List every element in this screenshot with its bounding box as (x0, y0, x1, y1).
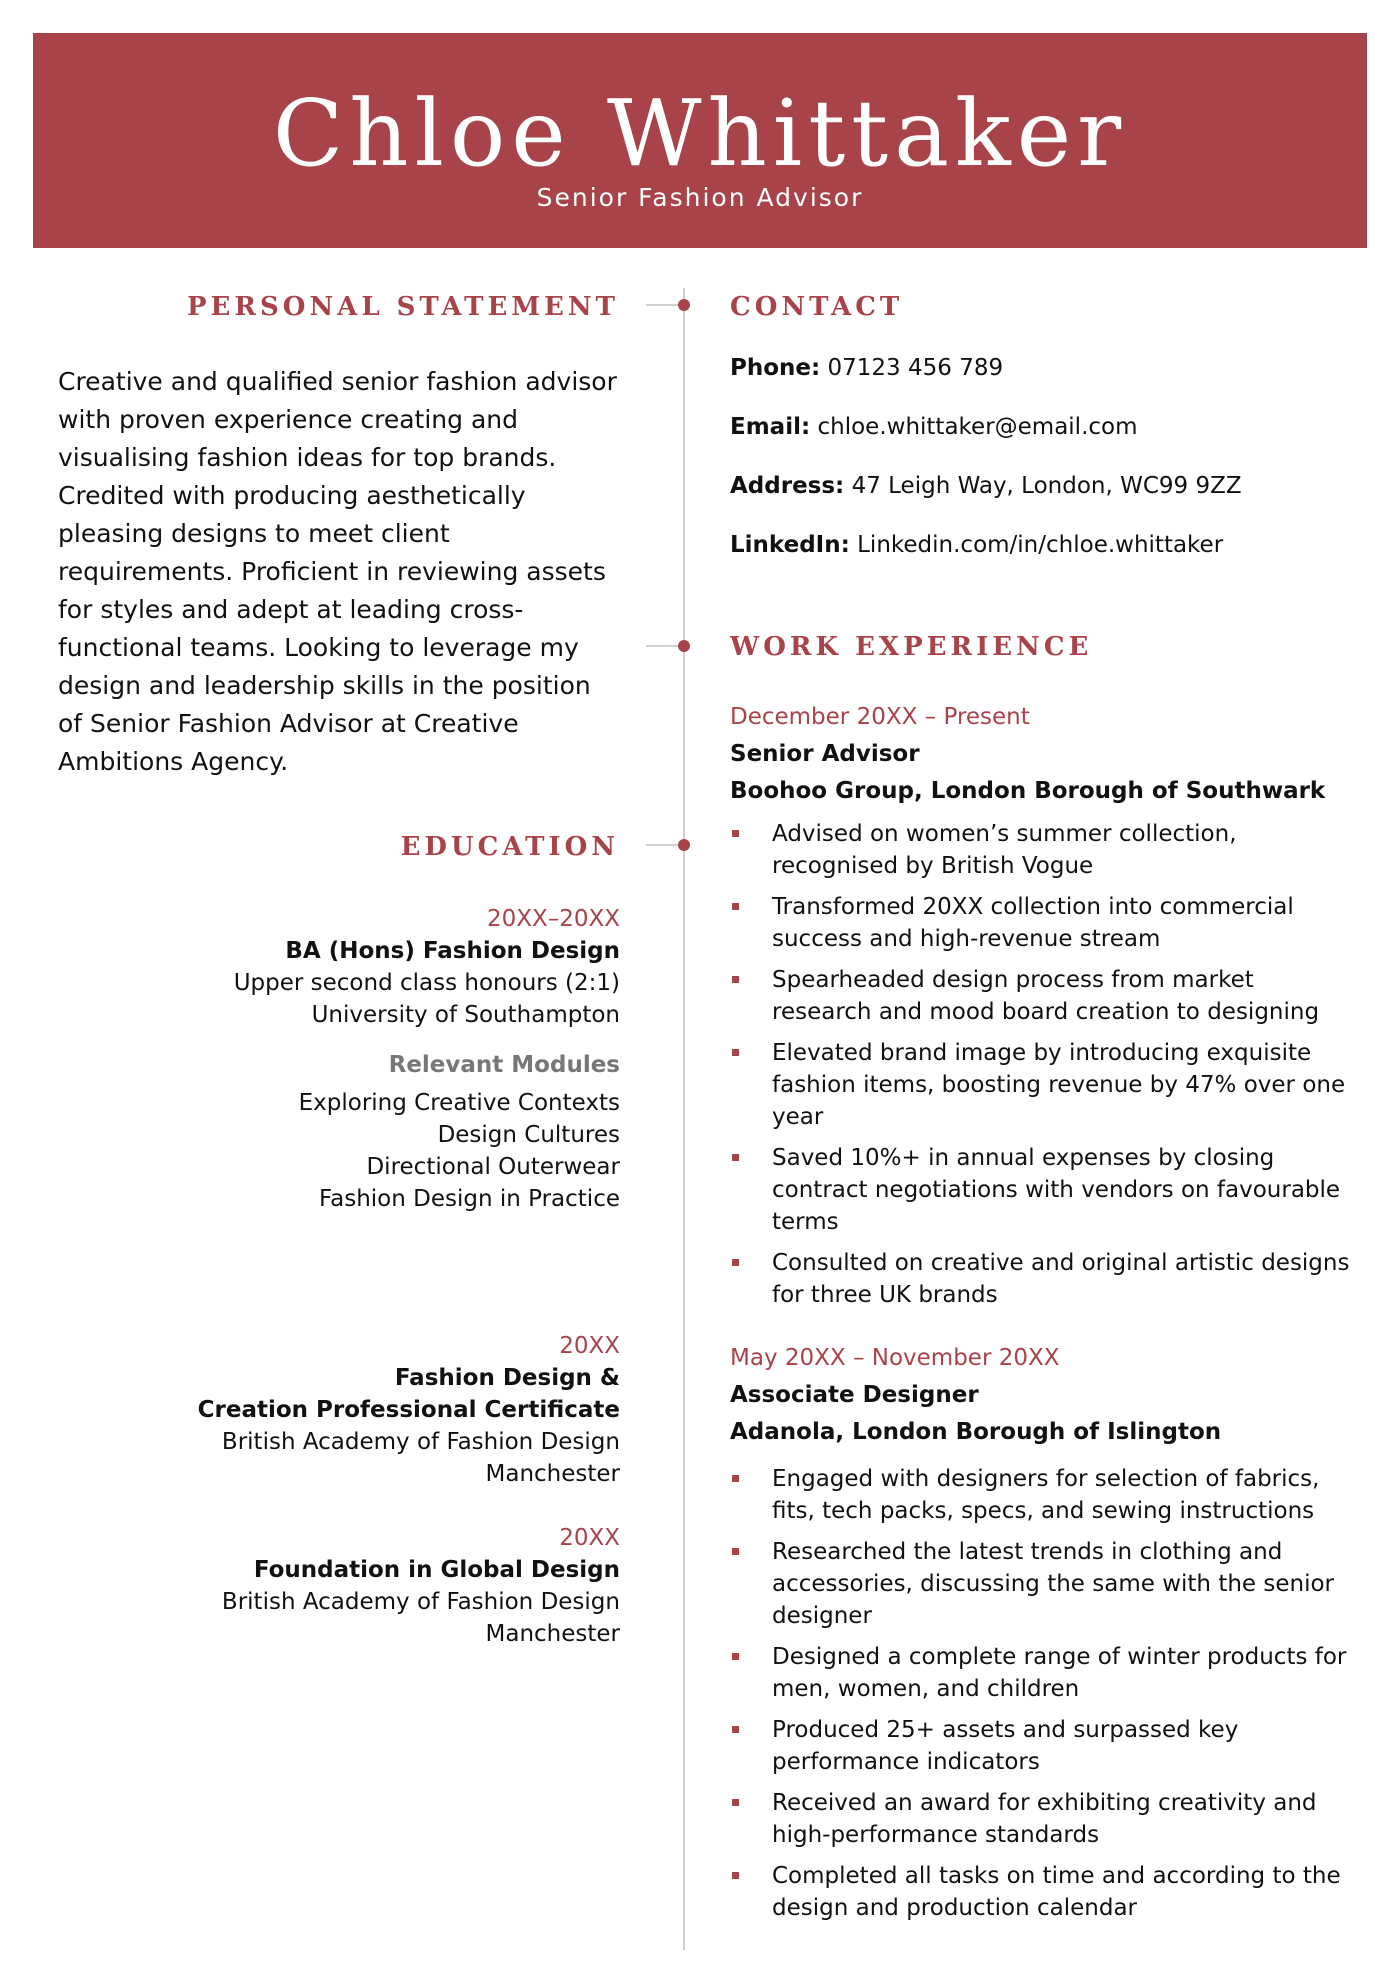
education-heading: EDUCATION (400, 832, 619, 862)
contact-phone (730, 352, 1350, 384)
job-subtitle: Senior Fashion Advisor (536, 183, 864, 212)
personal-statement-heading: PERSONAL STATEMENT (186, 292, 619, 322)
education-entry-2 (58, 1330, 620, 1490)
job-bullet: Elevated brand image by introducing exquisite fashion items, boosting revenue by 47% over one year (730, 1037, 1350, 1133)
email-label: Email: (730, 414, 811, 440)
job-bullet: Saved 10%+ in annual expenses by closing contract negotiations with vendors on favourable terms (730, 1142, 1350, 1238)
education-institution: University of Southampton (311, 1002, 620, 1028)
timeline-dot-education (678, 839, 690, 851)
job-bullet: Designed a complete range of winter products for men, women, and children (730, 1641, 1350, 1705)
job-entry-1 (730, 699, 1350, 1320)
job-bullet: Spearheaded design process from market research and mood board creation to designing (730, 964, 1350, 1028)
timeline-dot-statement (678, 299, 690, 311)
education-location: Manchester (485, 1621, 620, 1647)
job-company: Boohoo Group, London Borough of Southwark (730, 778, 1326, 804)
education-detail: Upper second class honours (2:1) (233, 970, 620, 996)
module-item: Design Cultures (437, 1122, 620, 1148)
job-date: December 20XX – Present (730, 704, 1030, 730)
phone-label: Phone: (730, 355, 821, 381)
education-location: Manchester (485, 1461, 620, 1487)
address-label: Address: (730, 473, 845, 499)
address-value: 47 Leigh Way, London, WC99 9ZZ (851, 473, 1242, 499)
job-company: Adanola, London Borough of Islington (730, 1419, 1222, 1445)
education-date: 20XX–20XX (486, 906, 620, 932)
job-bullet: Researched the latest trends in clothing and accessories, discussing the same with the senior designer (730, 1536, 1350, 1632)
job-title: Associate Designer (730, 1382, 979, 1408)
email-value: chloe.whittaker@email.com (817, 414, 1138, 440)
education-date: 20XX (559, 1333, 620, 1359)
job-bullet: Engaged with designers for selection of fabrics, fits, tech packs, specs, and sewing instructions (730, 1463, 1350, 1527)
job-bullet: Received an award for exhibiting creativity and high-performance standards (730, 1787, 1350, 1851)
module-item: Fashion Design in Practice (319, 1186, 620, 1212)
linkedin-label: LinkedIn: (730, 532, 850, 558)
phone-value: 07123 456 789 (827, 355, 1004, 381)
module-item: Exploring Creative Contexts (298, 1090, 620, 1116)
header-banner (33, 33, 1367, 248)
candidate-name: Chloe Whittaker (272, 80, 1128, 187)
education-degree-continued: Creation Professional Certificate (197, 1397, 620, 1423)
job-bullet: Transformed 20XX collection into commercial success and high-revenue stream (730, 891, 1350, 955)
job-bullet: Consulted on creative and original artistic designs for three UK brands (730, 1247, 1350, 1311)
contact-address (730, 470, 1350, 502)
education-institution: British Academy of Fashion Design (221, 1429, 620, 1455)
job-date: May 20XX – November 20XX (730, 1345, 1060, 1371)
education-institution: British Academy of Fashion Design (221, 1589, 620, 1615)
contact-section (730, 352, 1350, 588)
job-bullets (730, 818, 1350, 1311)
job-bullets (730, 1463, 1350, 1924)
education-entry-3 (58, 1522, 620, 1650)
contact-email (730, 411, 1350, 443)
contact-linkedin (730, 529, 1350, 561)
education-entry-1 (58, 903, 620, 1215)
job-bullet: Advised on women’s summer collection, recognised by British Vogue (730, 818, 1350, 882)
job-bullet: Completed all tasks on time and according to the design and production calendar (730, 1860, 1350, 1924)
personal-statement-text: Creative and qualified senior fashion advisor with proven experience creating and visualising fashion ideas for top brands. Credited with producing aesthetically pleasing designs to meet client requirements. Proficient in reviewing assets for styles and adept at leading cross-functional teams. Looking to leverage my design and leadership skills in the position of Senior Fashion Advisor at Creative Ambitions Agency. (58, 367, 617, 776)
module-item: Directional Outerwear (366, 1154, 620, 1180)
linkedin-value: Linkedin.com/in/chloe.whittaker (857, 532, 1224, 558)
timeline-dot-work (678, 640, 690, 652)
timeline-divider (683, 288, 685, 1950)
relevant-modules-heading: Relevant Modules (388, 1052, 620, 1078)
job-title: Senior Advisor (730, 741, 920, 767)
education-degree: Foundation in Global Design (253, 1557, 620, 1583)
education-date: 20XX (559, 1525, 620, 1551)
job-entry-2 (730, 1340, 1350, 1933)
contact-heading: CONTACT (730, 292, 904, 322)
education-degree: BA (Hons) Fashion Design (285, 938, 620, 964)
work-experience-heading: WORK EXPERIENCE (730, 632, 1093, 662)
education-degree: Fashion Design & (394, 1365, 620, 1391)
job-bullet: Produced 25+ assets and surpassed key performance indicators (730, 1714, 1350, 1778)
